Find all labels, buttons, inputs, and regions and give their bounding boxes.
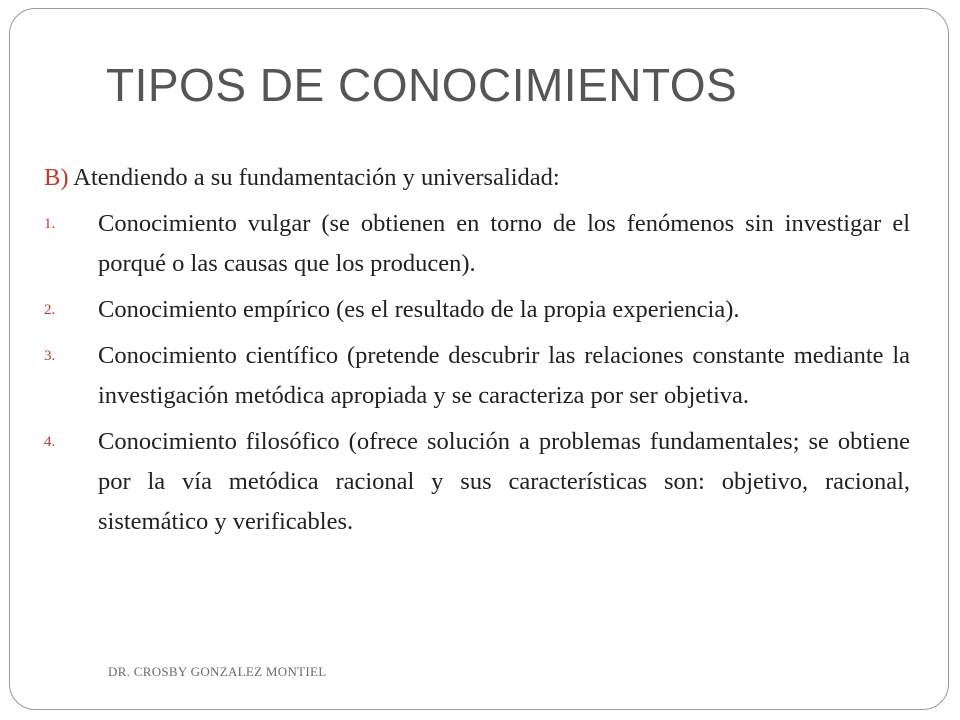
list-item bbox=[44, 204, 910, 284]
list-item-text: Conocimiento vulgar (se obtienen en torno de los fenómenos sin investigar el porqué o las causas que los producen). bbox=[98, 210, 910, 277]
list-item-text: Conocimiento empírico (es el resultado de la propia experiencia). bbox=[98, 296, 740, 323]
list-item bbox=[44, 422, 910, 542]
list-item-number: 3. bbox=[44, 348, 56, 364]
list-item-number: 4. bbox=[44, 434, 56, 450]
slide-title: TIPOS DE CONOCIMIENTOS bbox=[106, 59, 738, 111]
slide-content bbox=[44, 158, 910, 548]
list-item-number: 1. bbox=[44, 216, 56, 232]
list-item-text: Conocimiento científico (pretende descubrir las relaciones constante mediante la investigación metódica apropiada y se caracteriza por ser objetiva. bbox=[98, 342, 910, 409]
list-item-text: Conocimiento filosófico (ofrece solución a problemas fundamentales; se obtiene por la vía metódica racional y sus características son: objetivo, racional, sistemático y verificables. bbox=[98, 428, 910, 535]
intro-text: Atendiendo a su fundamentación y universalidad: bbox=[73, 164, 560, 191]
intro-line bbox=[44, 158, 910, 198]
list-item bbox=[44, 290, 910, 330]
slide-footer: DR. CROSBY GONZALEZ MONTIEL bbox=[108, 664, 327, 679]
intro-prefix: B) bbox=[44, 164, 69, 191]
list-item bbox=[44, 336, 910, 416]
list-item-number: 2. bbox=[44, 302, 56, 318]
